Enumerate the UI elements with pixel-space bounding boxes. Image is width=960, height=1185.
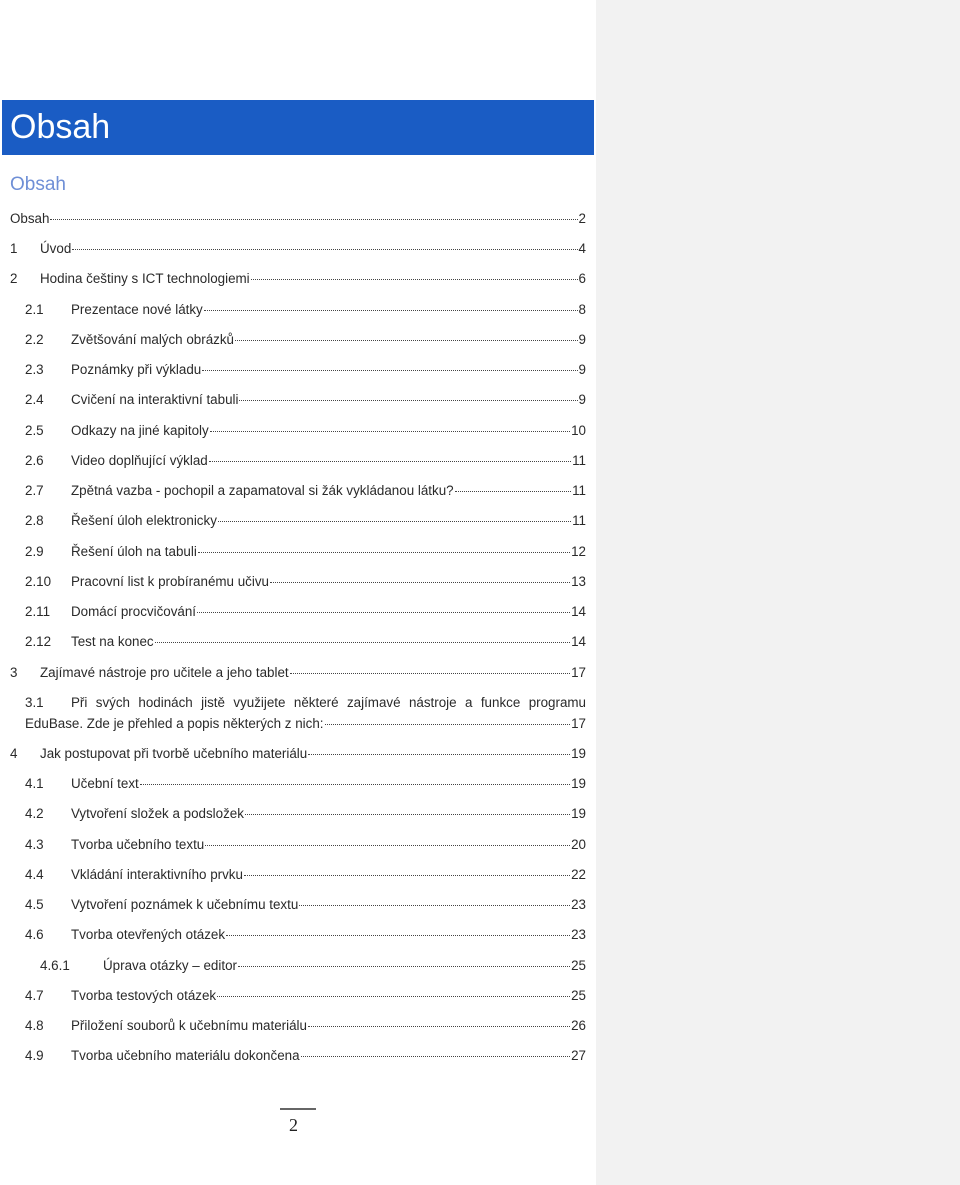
toc-entry-page: 26 [571, 1018, 586, 1033]
toc-entry-number: 2.9 [25, 544, 44, 559]
toc-entry-title: Zvětšování malých obrázků [71, 332, 234, 347]
toc-entry[interactable] [25, 574, 586, 594]
toc-entry[interactable] [25, 806, 586, 826]
toc-entry-title: Vytvoření složek a podsložek [71, 806, 244, 821]
toc-entry-number: 4.6.1 [40, 958, 70, 973]
toc-entry-title: Přiložení souborů k učebnímu materiálu [71, 1018, 307, 1033]
toc-entry-number: 4.1 [25, 776, 44, 791]
toc-entry[interactable] [25, 1018, 586, 1038]
toc-entry[interactable] [10, 665, 586, 685]
toc-entry-number: 4.9 [25, 1048, 44, 1063]
toc-entry-title: Obsah [10, 211, 50, 226]
toc-entry-number: 4.4 [25, 867, 44, 882]
toc-entry-title: Učební text [71, 776, 139, 791]
toc-dot-leader [235, 339, 578, 341]
toc-dot-leader [204, 309, 578, 311]
toc-entry-page: 9 [578, 332, 586, 347]
toc-entry-title: Pracovní list k probíranému učivu [71, 574, 269, 589]
toc-entry-page: 11 [572, 513, 586, 528]
toc-entry-title: Úvod [40, 241, 72, 256]
toc-entry-title: Hodina češtiny s ICT technologiemi [40, 271, 250, 286]
toc-entry-page: 22 [571, 867, 586, 882]
toc-dot-leader [197, 611, 570, 613]
toc-entry[interactable] [25, 332, 586, 352]
toc-entry[interactable] [25, 776, 586, 796]
toc-entry[interactable] [25, 453, 586, 473]
toc-entry-page: 14 [571, 634, 586, 649]
toc-entry-page: 2 [578, 211, 586, 226]
toc-entry[interactable] [25, 604, 586, 624]
toc-entry-page: 17 [571, 665, 586, 680]
toc-entry-page: 19 [571, 806, 586, 821]
toc-entry-title: Poznámky při výkladu [71, 362, 202, 377]
toc-entry-number: 2.7 [25, 483, 44, 498]
toc-entry-title[interactable]: Při svých hodinách jistě využijete některé zajímavé nástroje a funkce programu [71, 695, 586, 710]
toc-dot-leader [245, 813, 570, 815]
toc-entry-number: 2.8 [25, 513, 44, 528]
toc-entry[interactable] [10, 241, 586, 261]
toc-entry-title: Cvičení na interaktivní tabuli [71, 392, 239, 407]
toc-entry[interactable] [10, 271, 586, 291]
toc-entry[interactable] [25, 867, 586, 887]
toc-dot-leader [239, 399, 577, 401]
toc-entry-title: Video doplňující výklad [71, 453, 208, 468]
toc-entry[interactable] [25, 897, 586, 917]
toc-entry-page: 17 [571, 716, 586, 731]
toc-dot-leader [72, 248, 577, 250]
toc-dot-leader [202, 369, 577, 371]
toc-entry[interactable] [25, 927, 586, 947]
toc-entry-number: 2.6 [25, 453, 44, 468]
toc-entry-title: Prezentace nové látky [71, 302, 203, 317]
toc-entry-number: 4.7 [25, 988, 44, 1003]
toc-entry-page: 19 [571, 776, 586, 791]
toc-entry-number: 3.1 [25, 695, 44, 710]
toc-dot-leader [226, 934, 570, 936]
toc-entry-page: 23 [571, 897, 586, 912]
toc-dot-leader [301, 1055, 571, 1057]
toc-dot-leader [299, 904, 570, 906]
toc-entry[interactable] [25, 988, 586, 1008]
toc-dot-leader [205, 844, 570, 846]
toc-dot-leader [244, 874, 570, 876]
toc-entry-number: 4.8 [25, 1018, 44, 1033]
toc-entry-title: Tvorba otevřených otázek [71, 927, 226, 942]
toc-entry-number: 2.11 [25, 604, 51, 619]
toc-entry-title: Tvorba testových otázek [71, 988, 217, 1003]
toc-entry-page: 9 [578, 362, 586, 377]
toc-entry-page: 11 [572, 453, 586, 468]
toc-entry-number: 1 [10, 241, 18, 256]
toc-entry-number: 2.2 [25, 332, 44, 347]
toc-entry[interactable] [25, 544, 586, 564]
toc-entry-page: 11 [572, 483, 586, 498]
toc-entry-title: Úprava otázky – editor [103, 958, 237, 973]
toc-entry-number: 4.3 [25, 837, 44, 852]
toc-dot-leader [308, 1025, 570, 1027]
toc-entry-page: 12 [571, 544, 586, 559]
toc-entry-number: 2.4 [25, 392, 44, 407]
toc-entry-number: 2.12 [25, 634, 52, 649]
toc-entry[interactable] [25, 1048, 586, 1068]
toc-entry-number: 4 [10, 746, 18, 761]
toc-entry-number: 2.10 [25, 574, 52, 589]
toc-dot-leader [290, 672, 570, 674]
toc-entry[interactable] [10, 211, 586, 231]
toc-dot-leader [50, 218, 577, 220]
toc-entry-page: 13 [571, 574, 586, 589]
toc-entry-page: 27 [571, 1048, 586, 1063]
toc-entry-page: 14 [571, 604, 586, 619]
toc-dot-leader [308, 753, 570, 755]
toc-entry-title: Tvorba učebního materiálu dokončena [71, 1048, 300, 1063]
toc-entry[interactable] [25, 362, 586, 382]
toc-dot-leader [217, 995, 570, 997]
toc-entry-title: Zajímavé nástroje pro učitele a jeho tablet [40, 665, 289, 680]
toc-entry-page: 4 [578, 241, 586, 256]
toc-entry[interactable] [25, 392, 586, 412]
toc-entry-page: 8 [578, 302, 586, 317]
toc-entry-number: 2.3 [25, 362, 44, 377]
toc-entry[interactable] [40, 958, 586, 978]
toc-entry-page: 20 [571, 837, 586, 852]
toc-entry-page: 6 [578, 271, 586, 286]
toc-entry-page: 9 [578, 392, 586, 407]
toc-entry-title: Domácí procvičování [71, 604, 197, 619]
toc-entry-title: Zpětná vazba - pochopil a zapamatoval si žák vykládanou látku? [71, 483, 454, 498]
toc-entry-page: 10 [571, 423, 586, 438]
page-number: 2 [289, 1115, 298, 1135]
toc-entry-title: Řešení úloh elektronicky [71, 513, 217, 528]
toc-dot-leader [210, 430, 570, 432]
toc-dot-leader [209, 460, 571, 462]
toc-dot-leader [325, 723, 571, 725]
toc-dot-leader [238, 965, 570, 967]
toc-dot-leader [251, 278, 578, 280]
toc-entry-title: Vkládání interaktivního prvku [71, 867, 243, 882]
toc-entry[interactable] [25, 837, 586, 857]
toc-entry-number: 2 [10, 271, 18, 286]
toc-dot-leader [198, 551, 570, 553]
toc-entry[interactable] [25, 423, 586, 443]
toc-entry[interactable] [25, 634, 586, 654]
document-title-banner: Obsah [2, 100, 594, 155]
toc-dot-leader [155, 641, 570, 643]
page-margin-area [596, 0, 960, 1185]
toc-entry-page: 23 [571, 927, 586, 942]
toc-entry-title: Jak postupovat při tvorbě učebního materiálu [40, 746, 308, 761]
toc-entry-title: Tvorba učebního textu [71, 837, 205, 852]
toc-entry-number: 4.6 [25, 927, 44, 942]
toc-entry[interactable] [25, 716, 586, 736]
toc-entry[interactable] [25, 302, 586, 322]
toc-entry[interactable] [25, 483, 586, 503]
toc-entry-number: 4.2 [25, 806, 44, 821]
toc-dot-leader [455, 490, 571, 492]
toc-entry-number: 3 [10, 665, 18, 680]
toc-dot-leader [218, 520, 571, 522]
toc-entry-title: Odkazy na jiné kapitoly [71, 423, 209, 438]
toc-heading: Obsah [10, 174, 66, 195]
toc-entry-title: Test na konec [71, 634, 154, 649]
toc-entry-number: 2.5 [25, 423, 44, 438]
toc-entry-title: Vytvoření poznámek k učebnímu textu [71, 897, 299, 912]
toc-entry-page: 25 [571, 988, 586, 1003]
page-number-rule [280, 1108, 316, 1110]
toc-entry-title: Řešení úloh na tabuli [71, 544, 197, 559]
toc-entry-page: 25 [571, 958, 586, 973]
toc-entry-title-continued: EduBase. Zde je přehled a popis některých z nich: [25, 716, 324, 731]
toc-entry-number: 2.1 [25, 302, 44, 317]
toc-dot-leader [140, 783, 570, 785]
toc-entry[interactable] [10, 746, 586, 766]
toc-entry[interactable] [25, 513, 586, 533]
toc-entry-number: 4.5 [25, 897, 44, 912]
toc-entry-page: 19 [571, 746, 586, 761]
toc-dot-leader [270, 581, 570, 583]
